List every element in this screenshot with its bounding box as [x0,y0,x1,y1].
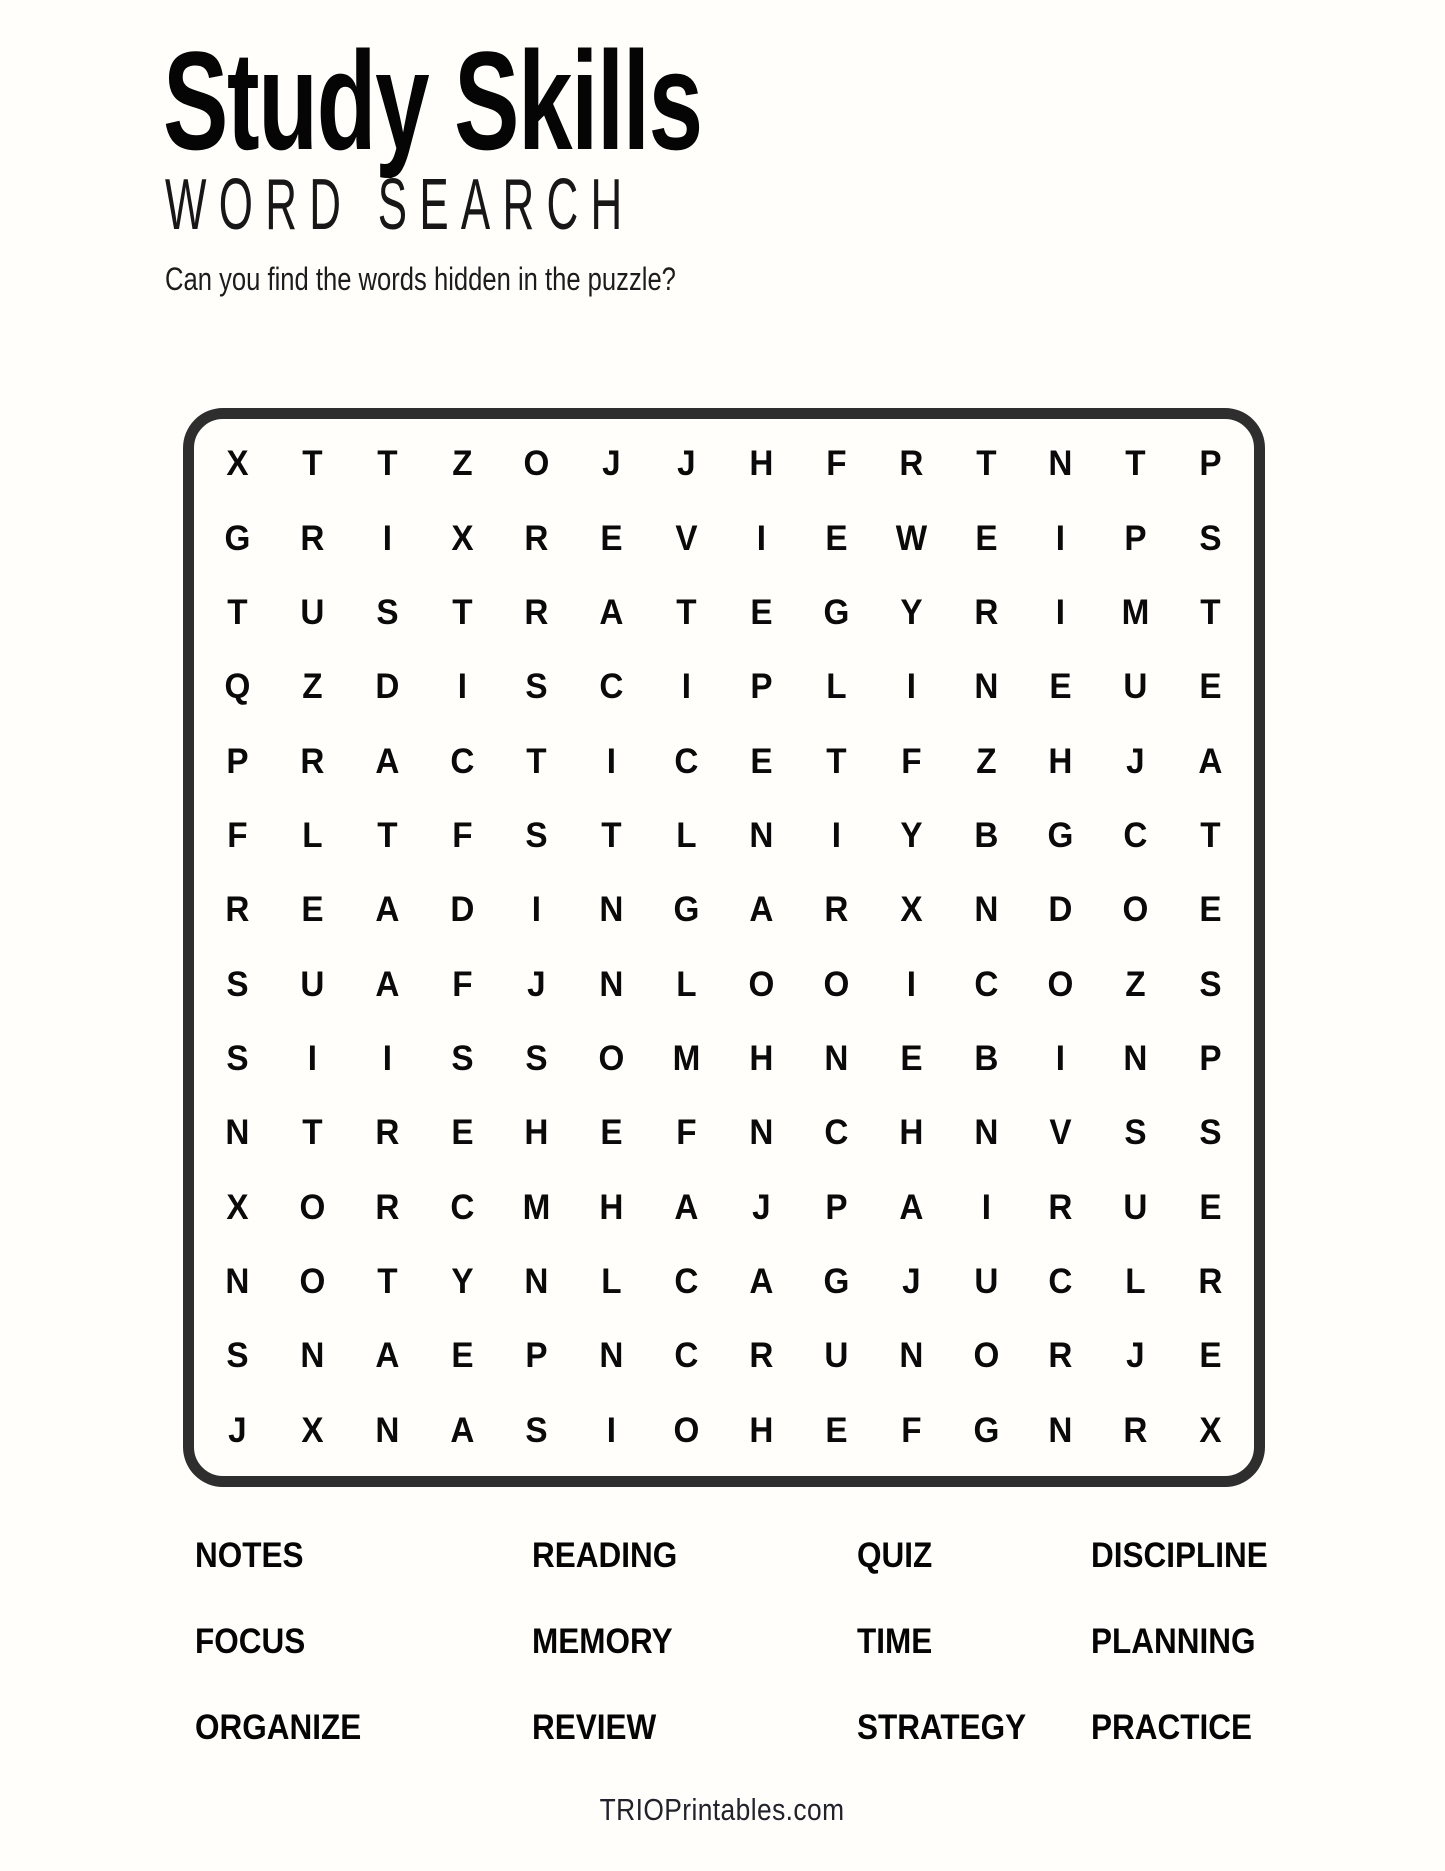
grid-letter: A [749,890,774,930]
grid-letter: A [449,1410,474,1450]
grid-letter: N [599,890,624,930]
page-subtitle: WORD SEARCH [165,165,635,245]
grid-letter: O [598,1039,625,1079]
grid-letter: S [525,1039,548,1079]
grid-letter: A [1198,741,1223,781]
grid-letter: I [981,1187,991,1227]
grid-letter: A [599,592,624,632]
grid-letter: C [1123,815,1148,855]
grid-letter: S [1199,518,1222,558]
grid-letter: I [831,815,841,855]
grid-letter: N [599,964,624,1004]
grid-letter: X [900,890,923,930]
grid-letter: C [1048,1262,1073,1302]
grid-letter: S [1199,1113,1222,1153]
grid-letter: S [450,1039,474,1079]
grid-letter: O [1047,964,1074,1004]
grid-letter: I [681,667,692,707]
grid-letter: H [599,1187,624,1227]
grid-letter: I [457,667,467,707]
grid-letter: E [450,1336,474,1376]
grid-letter: E [1049,667,1072,707]
grid-letter: E [750,741,773,781]
grid-letter: O [748,964,775,1004]
grid-letter: F [900,1410,922,1450]
grid-letter: N [749,1113,774,1153]
grid-letter: R [225,890,250,930]
grid-letter: P [1199,444,1222,484]
grid-letter: F [451,815,473,855]
grid-letter: P [525,1336,548,1376]
grid-letter: U [1123,667,1148,707]
grid-letter: A [375,964,400,1004]
word-list-item: ORGANIZE [195,1708,362,1747]
grid-letter: T [826,741,847,781]
grid-letter: P [1199,1039,1222,1079]
grid-letter: T [227,592,248,632]
grid-letter: I [532,890,542,930]
grid-letter: I [607,741,617,781]
grid-letter: R [300,741,325,781]
grid-letter: A [749,1262,774,1302]
grid-letter: H [749,444,774,484]
grid-letter: C [449,1187,474,1227]
grid-letter: N [1123,1039,1148,1079]
grid-letter: S [525,815,548,855]
grid-letter: A [375,741,400,781]
grid-letter: N [599,1336,624,1376]
grid-letter: E [450,1113,474,1153]
grid-letter: S [525,1410,548,1450]
word-search-grid [183,408,1265,1487]
grid-letter: R [524,592,549,632]
grid-letter: R [1048,1187,1073,1227]
grid-letter: Y [450,1262,474,1302]
word-list-item: PRACTICE [1091,1708,1253,1747]
grid-letter: E [1199,1187,1222,1227]
grid-letter: E [301,890,324,930]
grid-letter: G [823,592,850,632]
grid-letter: I [1056,518,1066,558]
word-list-item: QUIZ [857,1536,933,1575]
page-title: Study Skills [163,22,702,179]
grid-letter: V [1049,1113,1072,1153]
word-list [195,1538,1270,1745]
word-list-item: FOCUS [195,1622,306,1661]
grid-letter: S [226,1336,249,1376]
word-list-item: MEMORY [532,1622,673,1661]
grid-letter: T [601,815,622,855]
grid-letter: P [226,741,249,781]
grid-letter: N [300,1336,325,1376]
grid-letter: B [973,1039,998,1079]
grid-letter: S [525,667,548,707]
grid-letter: N [973,667,998,707]
grid-letter: I [382,1039,392,1079]
grid-letter: I [906,667,916,707]
grid-letter: G [224,518,251,558]
grid-letter: D [1048,890,1073,930]
grid-letter: I [1056,1039,1066,1079]
word-list-item: READING [532,1536,678,1575]
grid-letter: I [607,1410,617,1450]
grid-letter: Z [975,741,997,781]
grid-letter: T [1200,592,1221,632]
grid-letter: R [375,1187,400,1227]
grid-letter: O [823,964,850,1004]
grid-letter: C [449,741,474,781]
grid-letter: F [826,444,847,484]
grid-letter: N [899,1336,924,1376]
grid-letter: J [527,964,547,1004]
grid-letter: S [376,592,399,632]
grid-letter: N [225,1262,250,1302]
grid-letter: T [302,444,323,484]
grid-letter: I [756,518,767,558]
grid-letter: D [375,667,400,707]
grid-letter: J [677,444,696,484]
instructions-text: Can you find the words hidden in the puzzle? [165,261,676,297]
grid-letter: J [228,1410,247,1450]
grid-letter: X [1199,1410,1222,1450]
grid-letter: F [676,1113,697,1153]
grid-letter: I [906,964,916,1004]
grid-letter: N [524,1262,549,1302]
word-list-item: DISCIPLINE [1091,1536,1268,1575]
grid-letter: R [749,1336,774,1376]
grid-letter: F [451,964,473,1004]
grid-letter: N [749,815,774,855]
grid-letter: M [522,1187,551,1227]
grid-letter: E [825,518,848,558]
grid-letter: C [674,1336,699,1376]
grid-letter: R [524,518,549,558]
grid-letter: T [975,444,997,484]
grid-letter: E [1199,890,1222,930]
grid-letter: O [1122,890,1149,930]
grid-letter: G [823,1262,850,1302]
grid-letter: T [376,1262,398,1302]
grid-letter: F [900,741,922,781]
grid-letter: E [600,1113,623,1153]
grid-letter: N [824,1039,849,1079]
grid-letter: N [225,1113,250,1153]
footer-site-text: TRIOPrintables.com [600,1792,845,1827]
grid-letter: F [227,815,248,855]
grid-letter: R [1198,1262,1223,1302]
grid-letter: U [1123,1187,1148,1227]
grid-letter: A [674,1187,699,1227]
grid-letter: S [226,964,249,1004]
grid-letter: G [1047,815,1074,855]
grid-letter: X [226,1187,249,1227]
grid-letter: N [1048,444,1073,484]
grid-letter: T [1200,815,1221,855]
grid-letter: E [1199,1336,1222,1376]
grid-letter: Y [900,815,923,855]
grid-letter: J [752,1187,771,1227]
grid-letter: S [1199,964,1222,1004]
grid-letter: P [1124,518,1147,558]
grid-letter: R [824,890,849,930]
grid-letter: R [300,518,325,558]
grid-letter: Z [302,667,323,707]
grid-letter: Z [1125,964,1146,1004]
grid-letter: G [973,1410,999,1450]
grid-letter: T [302,1113,323,1153]
grid-letter: O [299,1187,326,1227]
grid-letter: N [973,890,998,930]
word-list-item: TIME [857,1622,933,1661]
grid-letter: A [375,890,400,930]
grid-letter: J [1126,1336,1145,1376]
grid-letter: M [1121,592,1150,632]
grid-letter: A [899,1187,924,1227]
grid-letter: L [302,815,323,855]
grid-letter: T [376,444,398,484]
grid-letter: C [674,741,699,781]
word-list-item: REVIEW [532,1708,657,1747]
grid-letter: R [1048,1336,1073,1376]
word-list-item: STRATEGY [857,1708,1027,1747]
grid-letter: O [973,1336,999,1376]
word-list-item: PLANNING [1091,1622,1256,1661]
grid-letter: I [382,518,392,558]
grid-letter: N [1048,1410,1073,1450]
grid-letter: E [750,592,773,632]
grid-letter: Y [900,592,923,632]
grid-letter: T [451,592,473,632]
grid-letter: T [526,741,548,781]
grid-letter: U [973,1262,998,1302]
grid-letter: R [1123,1410,1148,1450]
grid-letter: C [599,667,624,707]
grid-letter: T [1125,444,1146,484]
grid-letter: X [301,1410,324,1450]
grid-letter: J [1126,741,1145,781]
grid-letter: E [1199,667,1222,707]
grid-letter: L [1125,1262,1146,1302]
grid-letter: V [675,518,698,558]
grid-letter: C [973,964,998,1004]
grid-letter: U [300,964,325,1004]
word-list-item: NOTES [195,1536,304,1575]
grid-letter: Q [224,667,251,707]
grid-letter: X [226,444,249,484]
grid-letter: P [750,667,773,707]
grid-letter: E [974,518,998,558]
grid-letter: J [602,444,621,484]
grid-letter: Z [451,444,473,484]
grid-letter: D [449,890,474,930]
grid-letter: I [307,1039,317,1079]
grid-letter: M [672,1039,701,1079]
grid-letter: A [375,1336,400,1376]
grid-letter: O [673,1410,700,1450]
grid-letter: L [826,667,847,707]
grid-letter: T [676,592,697,632]
grid-letter: G [673,890,700,930]
grid-letter: N [375,1410,400,1450]
grid-letter: U [824,1336,849,1376]
grid-letter: W [895,518,927,558]
grid-letter: H [524,1113,549,1153]
grid-letter: H [749,1410,774,1450]
grid-letter: P [825,1187,848,1227]
grid-letter: L [601,1262,622,1302]
grid-letter: O [299,1262,326,1302]
grid-letter: I [1056,592,1066,632]
grid-letter: L [676,815,697,855]
grid-letter: S [1124,1113,1147,1153]
grid-letter: X [450,518,474,558]
grid-letter: O [523,444,550,484]
footer [0,1792,1445,1828]
grid-letter: E [825,1410,848,1450]
grid-letter: U [300,592,325,632]
grid-letter: R [973,592,998,632]
grid-letter: H [899,1113,924,1153]
grid-letter: E [900,1039,923,1079]
grid-letter: R [899,444,924,484]
grid-letter: N [973,1113,998,1153]
grid-letter: B [973,815,998,855]
grid-letter: H [749,1039,774,1079]
grid-letter: C [674,1262,699,1302]
grid-letter: S [226,1039,249,1079]
grid-letter: E [600,518,623,558]
grid-letter: C [824,1113,849,1153]
grid-letter: H [1048,741,1073,781]
grid-letter: L [676,964,697,1004]
grid-letter: J [901,1262,921,1302]
grid-letter: R [375,1113,400,1153]
grid-letter: T [376,815,398,855]
